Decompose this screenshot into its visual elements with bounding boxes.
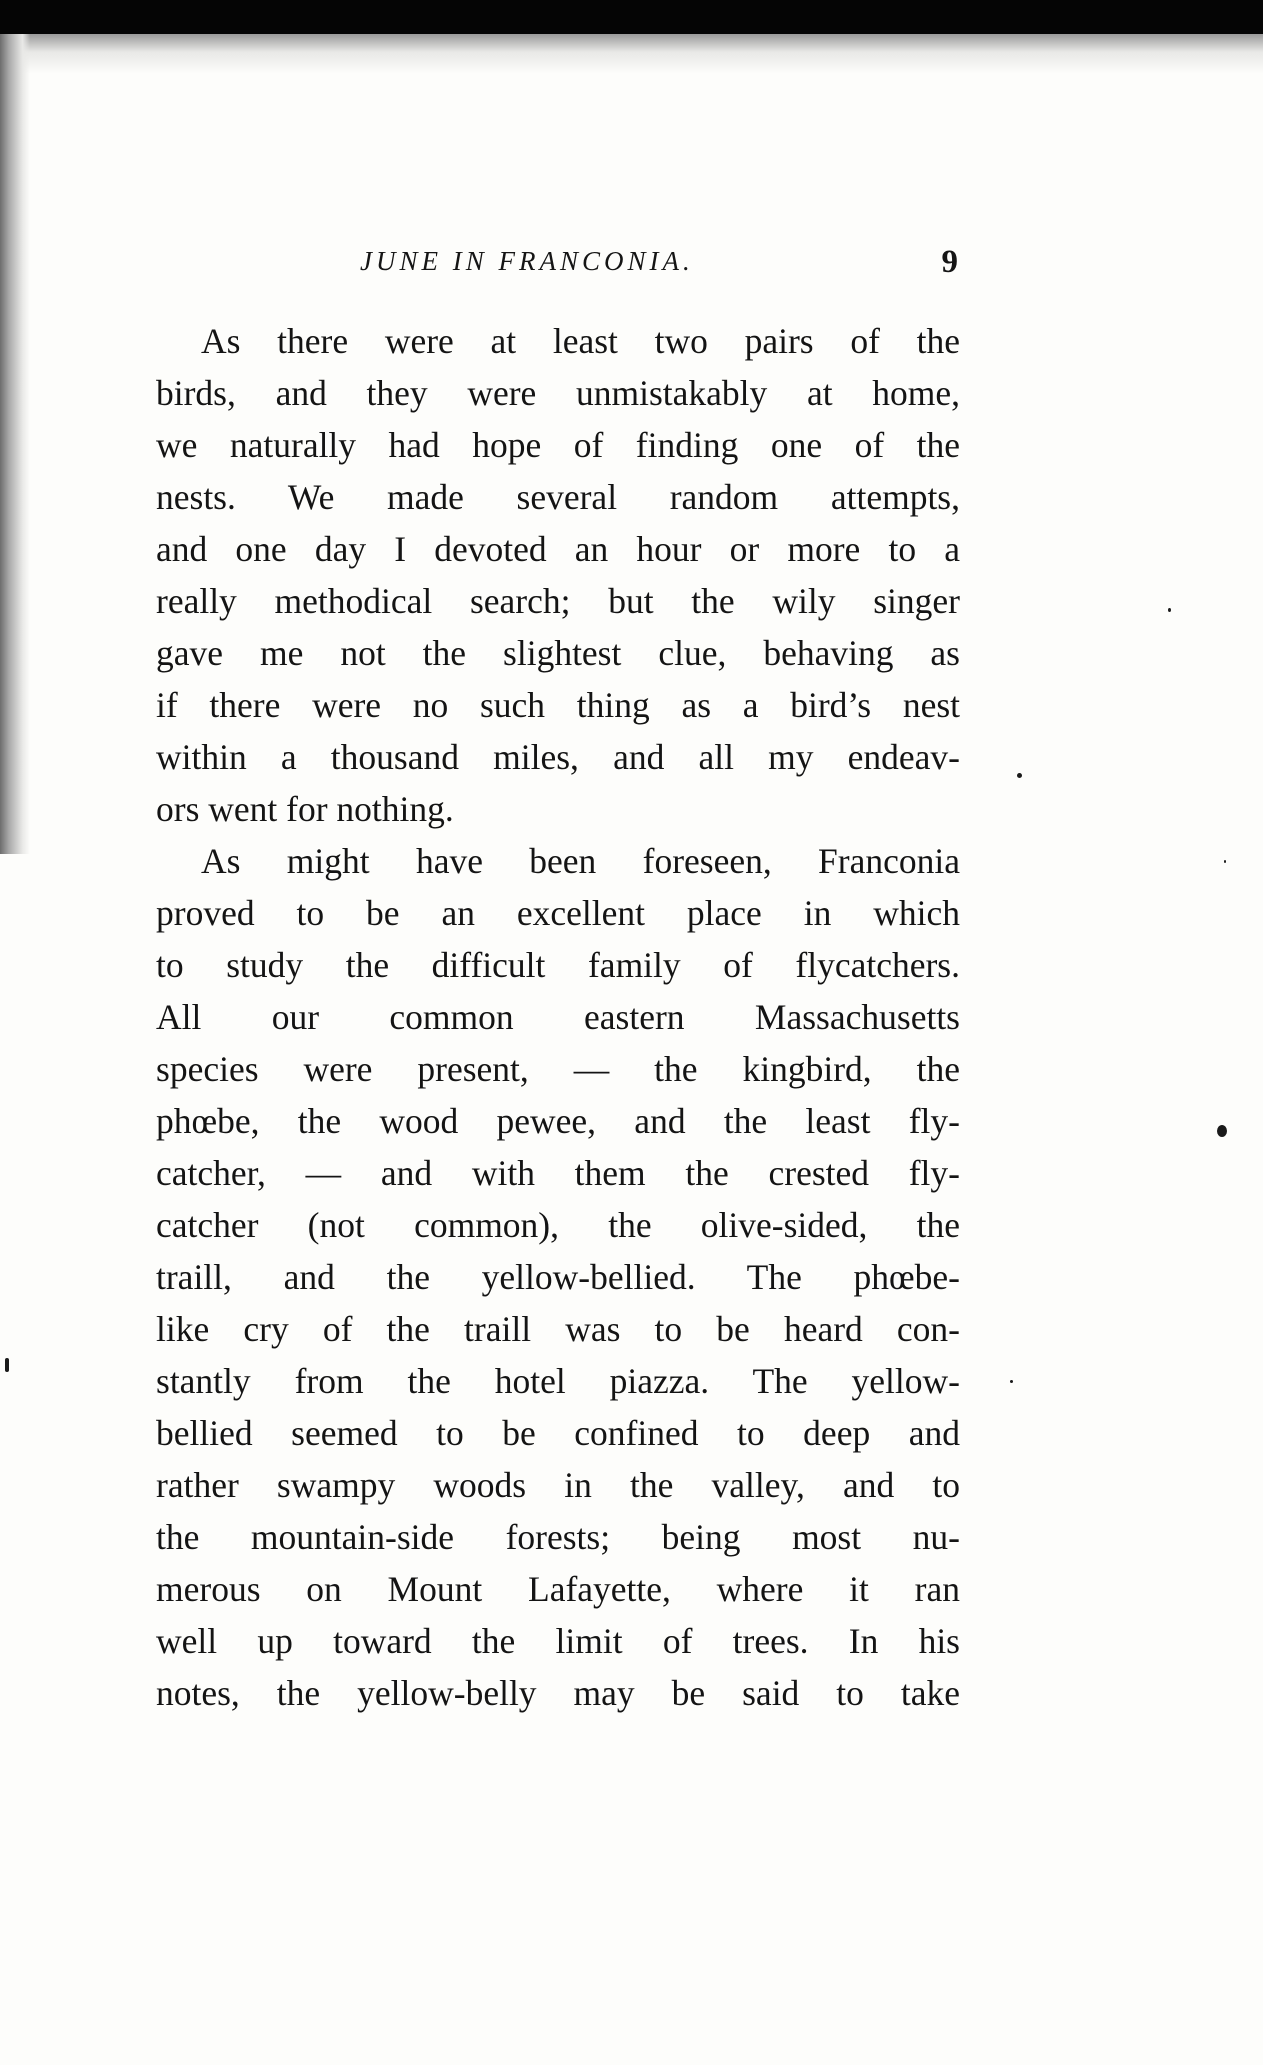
scan-left-shadow <box>0 34 30 854</box>
text-line: if there were no such thing as a bird’s nest <box>156 685 960 725</box>
text-line: rather swampy woods in the valley, and to <box>156 1465 960 1505</box>
text-line: nests. We made several random attempts, <box>156 477 960 517</box>
text-line: like cry of the traill was to be heard con- <box>156 1309 960 1349</box>
text-line: As there were at least two pairs of the <box>201 321 960 361</box>
page-number: 9 <box>941 244 958 280</box>
text-line: and one day I devoted an hour or more to a <box>156 529 960 569</box>
text-line: merous on Mount Lafayette, where it ran <box>156 1569 960 1609</box>
scan-top-shadow <box>0 34 1263 74</box>
body-text <box>156 315 960 1719</box>
running-head-title: JUNE IN FRANCONIA. <box>360 246 694 276</box>
text-line: As might have been foreseen, Franconia <box>201 841 960 881</box>
text-line: phœbe, the wood pewee, and the least fly- <box>156 1101 960 1141</box>
ink-speck <box>5 1358 9 1372</box>
scan-top-border <box>0 0 1263 34</box>
text-line: catcher (not common), the olive-sided, the <box>156 1205 960 1245</box>
ink-speck <box>1224 860 1226 863</box>
text-line: bellied seemed to be confined to deep and <box>156 1413 960 1453</box>
text-line: gave me not the slightest clue, behaving as <box>156 633 960 673</box>
text-line: to study the difficult family of flycatchers. <box>156 945 960 985</box>
text-line: All our common eastern Massachusetts <box>156 997 960 1037</box>
ink-speck <box>1217 1125 1227 1137</box>
text-line: species were present, — the kingbird, the <box>156 1049 960 1089</box>
paragraph <box>156 835 960 1719</box>
text-line: really methodical search; but the wily singer <box>156 581 960 621</box>
text-line: we naturally had hope of finding one of the <box>156 425 960 465</box>
text-line: notes, the yellow-belly may be said to take <box>156 1673 960 1713</box>
text-line: ors went for nothing. <box>156 789 454 829</box>
text-line: traill, and the yellow-bellied. The phœbe- <box>156 1257 960 1297</box>
running-head <box>150 246 968 292</box>
text-line: within a thousand miles, and all my endeav- <box>156 737 960 777</box>
ink-speck <box>1010 1380 1013 1383</box>
text-line: birds, and they were unmistakably at home, <box>156 373 960 413</box>
text-line: proved to be an excellent place in which <box>156 893 960 933</box>
text-line: catcher, — and with them the crested fly- <box>156 1153 960 1193</box>
paragraph <box>156 315 960 835</box>
text-line: well up toward the limit of trees. In his <box>156 1621 960 1661</box>
ink-speck <box>1168 608 1171 612</box>
text-line: stantly from the hotel piazza. The yellow- <box>156 1361 960 1401</box>
text-line: the mountain-side forests; being most nu- <box>156 1517 960 1557</box>
ink-speck <box>1017 773 1022 778</box>
